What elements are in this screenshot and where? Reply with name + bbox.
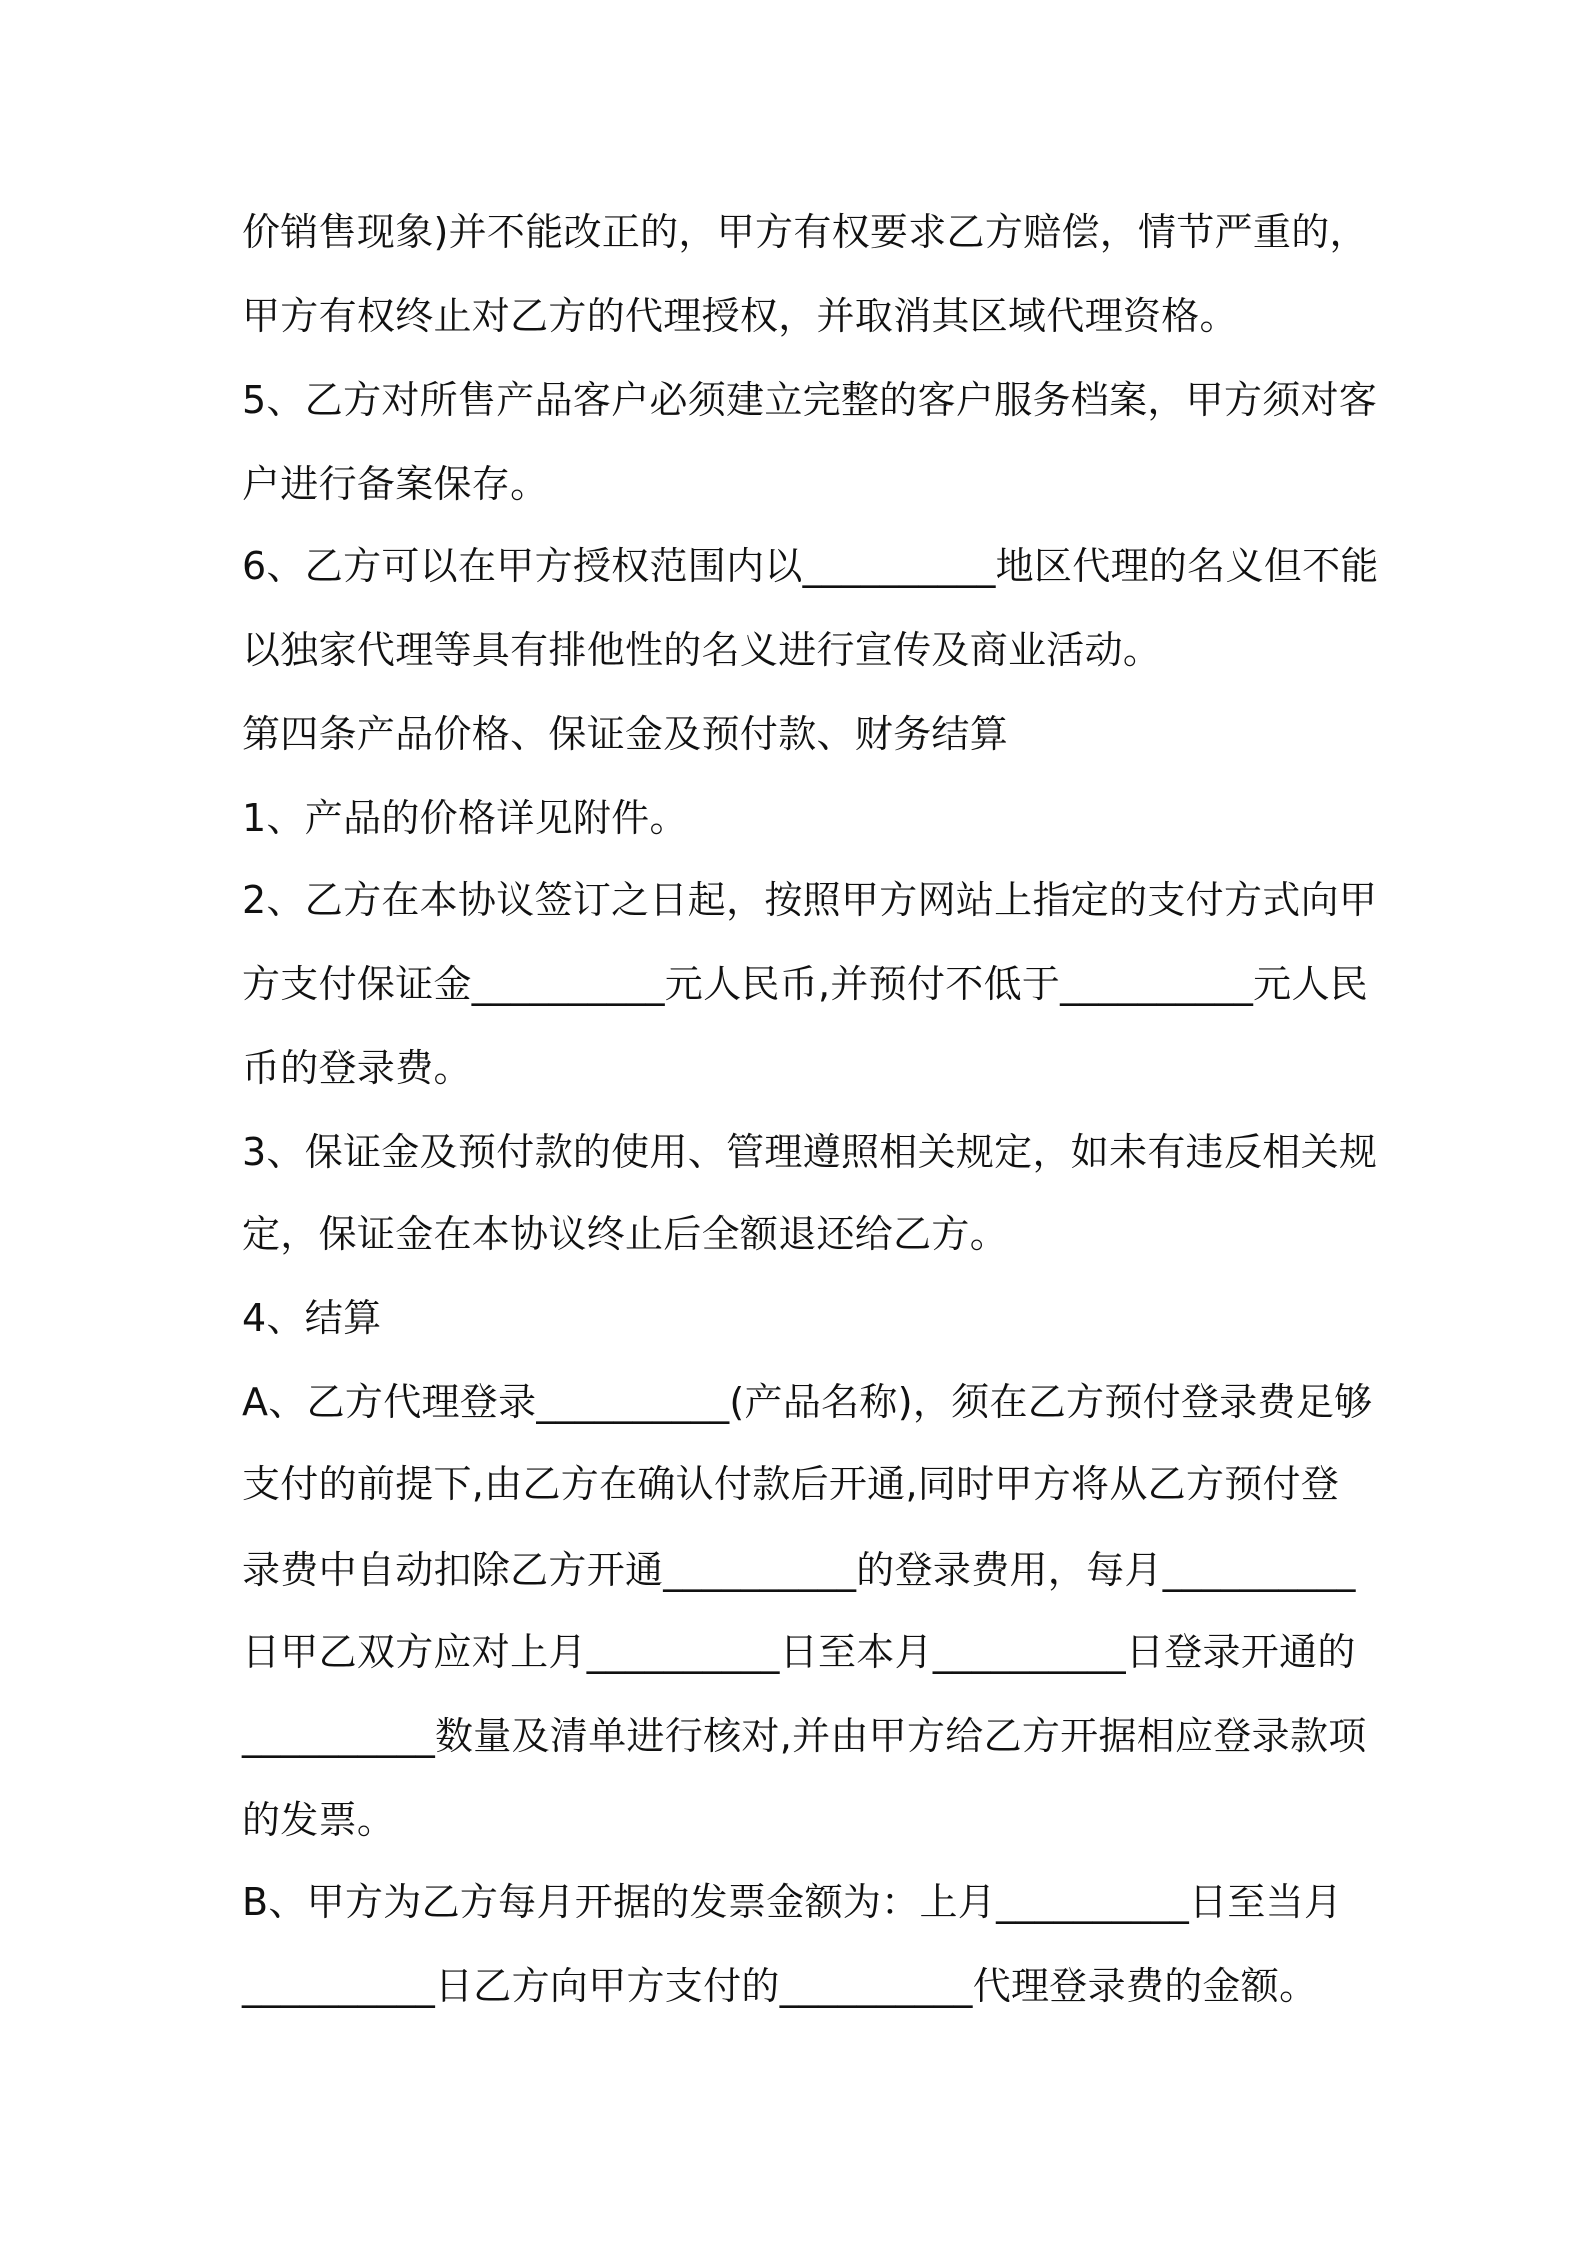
text-line: __________日乙方向甲方支付的__________代理登录费的金额。: [242, 1964, 1318, 2008]
text-line: 币的登录费。: [242, 1046, 472, 1090]
text-line: 方支付保证金__________元人民币,并预付不低于__________元人民: [242, 962, 1369, 1006]
text-line: 甲方有权终止对乙方的代理授权，并取消其区域代理资格。: [242, 294, 1238, 338]
section-heading: 第四条产品价格、保证金及预付款、财务结算: [242, 712, 1009, 756]
text-line: 1、产品的价格详见附件。: [242, 796, 688, 840]
text-line: 录费中自动扣除乙方开通__________的登录费用，每月__________: [242, 1548, 1356, 1592]
text-line: 3、保证金及预付款的使用、管理遵照相关规定，如未有违反相关规: [242, 1130, 1378, 1174]
text-line: 5、乙方对所售产品客户必须建立完整的客户服务档案，甲方须对客: [242, 378, 1378, 422]
text-line: 日甲乙双方应对上月__________日至本月__________日登录开通的: [242, 1630, 1356, 1674]
text-line: 定，保证金在本协议终止后全额退还给乙方。: [242, 1212, 1009, 1256]
text-line: 支付的前提下,由乙方在确认付款后开通,同时甲方将从乙方预付登: [242, 1462, 1340, 1506]
text-line: 4、结算: [242, 1296, 382, 1340]
text-line: 的发票。: [242, 1798, 396, 1842]
text-line: 以独家代理等具有排他性的名义进行宣传及商业活动。: [242, 628, 1162, 672]
text-line: A、乙方代理登录__________(产品名称)，须在乙方预付登录费足够: [242, 1380, 1373, 1424]
text-line: __________数量及清单进行核对,并由甲方给乙方开据相应登录款项: [242, 1714, 1367, 1758]
text-line: 2、乙方在本协议签订之日起，按照甲方网站上指定的支付方式向甲: [242, 878, 1378, 922]
text-line: 价销售现象)并不能改正的，甲方有权要求乙方赔偿，情节严重的，: [242, 210, 1368, 254]
text-line: B、甲方为乙方每月开据的发票金额为：上月__________日至当月: [242, 1880, 1343, 1924]
text-line: 户进行备案保存。: [242, 462, 549, 506]
text-line: 6、乙方可以在甲方授权范围内以__________地区代理的名义但不能: [242, 544, 1379, 588]
